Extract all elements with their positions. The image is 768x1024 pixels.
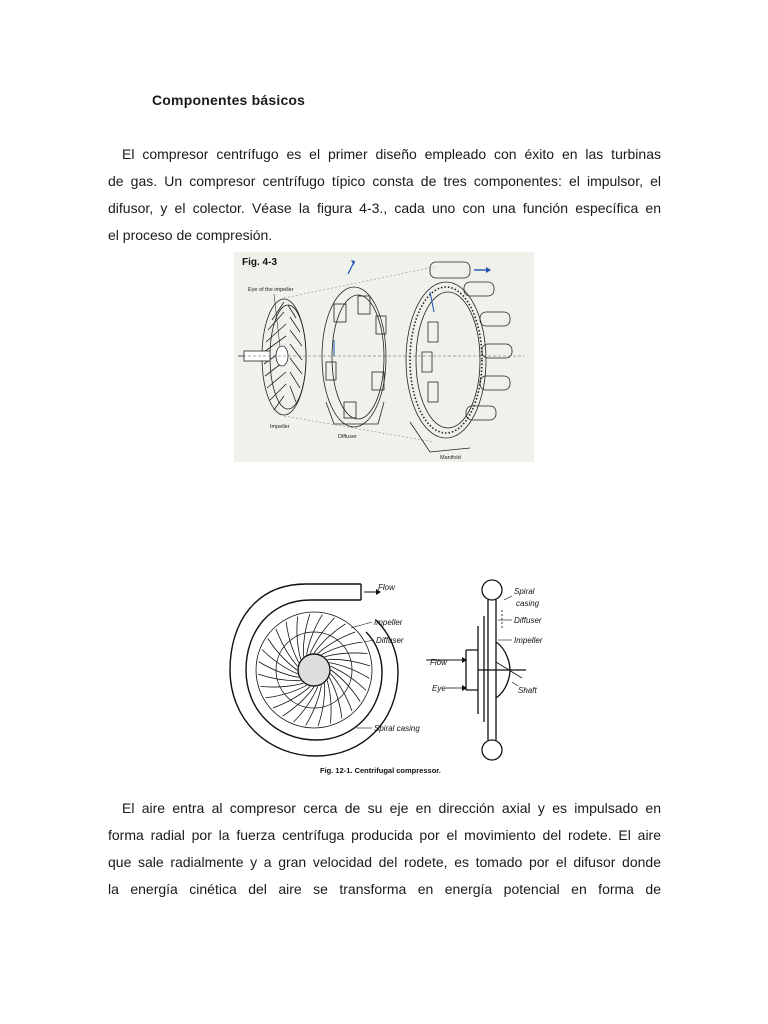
- label-eye: Eye of the impeller: [248, 287, 294, 293]
- label-manifold: Manifold: [440, 455, 461, 461]
- impeller-vane: [331, 674, 352, 711]
- impeller-vane: [327, 659, 370, 666]
- paragraph-line: la energía cinética del aire se transforma en energía potencial en forma de: [108, 881, 661, 897]
- figure-caption: Fig. 12-1. Centrifugal compressor.: [320, 766, 441, 775]
- paragraph-intro: [108, 141, 661, 249]
- impeller-vane: [306, 685, 322, 725]
- impeller-vane: [318, 632, 355, 653]
- paragraph-line: El compresor centrífugo es el primer diseño empleado con éxito en las turbinas: [122, 146, 661, 162]
- label-impeller: Impeller: [374, 618, 403, 627]
- figure-title: Fig. 4-3: [242, 257, 278, 268]
- paragraph-line: forma radial por la fuerza centrífuga producida por el movimiento del rodete. El aire: [108, 827, 661, 843]
- impeller-vane: [261, 683, 304, 687]
- paragraph-line: de gas. Un compresor centrífugo típico consta de tres componentes: el impulsor, el: [108, 173, 661, 189]
- paragraph-line: que sale radialmente y a gran velocidad del rodete, es tomado por el difusor donde: [108, 854, 661, 870]
- figure-12-1: [226, 570, 556, 780]
- label-eye: Eye: [432, 684, 446, 693]
- label-diffuser: Diffuser: [338, 434, 357, 440]
- impeller-vane: [273, 687, 310, 708]
- figure-4-3: [234, 252, 534, 462]
- paragraph-body: [108, 795, 661, 903]
- label-diffuser-right: Diffuser: [514, 616, 542, 625]
- spiral-casing-front: [230, 584, 398, 756]
- impeller-drawing: [238, 299, 306, 415]
- figure-12-1-drawing: [226, 570, 556, 780]
- label-diffuser: Diffuser: [376, 636, 404, 645]
- impeller-vane: [325, 653, 368, 657]
- paragraph-line: difusor, y el colector. Véase la figura 4-3., cada uno con una función específica en: [108, 200, 661, 216]
- label-flow-top: Flow: [378, 583, 395, 592]
- impeller-vane: [307, 615, 323, 655]
- impeller-vane: [327, 681, 331, 724]
- impeller-vane: [276, 629, 297, 666]
- label-flow-right: Flow: [430, 658, 447, 667]
- section-heading: Componentes básicos: [152, 92, 306, 108]
- label-casing: casing: [516, 599, 540, 608]
- label-impeller-right: Impeller: [514, 636, 543, 645]
- label-impeller: Impeller: [270, 424, 290, 430]
- manifold-drawing: [406, 262, 512, 452]
- label-spiral-casing: Spiral casing: [374, 724, 420, 733]
- impeller-vane: [258, 674, 301, 681]
- impeller-vane: [329, 663, 369, 679]
- impeller-vane: [303, 614, 310, 657]
- label-spiral: Spiral: [514, 587, 535, 596]
- impeller-vane: [297, 617, 301, 660]
- paragraph-line: el proceso de compresión.: [108, 227, 273, 243]
- label-shaft: Shaft: [518, 686, 537, 695]
- figure-4-3-drawing: [234, 252, 534, 462]
- paragraph-line: El aire entra al compresor cerca de su eje en dirección axial y es impulsado en: [122, 800, 661, 816]
- diffuser-drawing: [322, 287, 386, 427]
- impeller-vane: [259, 662, 299, 678]
- impeller-vane: [318, 683, 325, 726]
